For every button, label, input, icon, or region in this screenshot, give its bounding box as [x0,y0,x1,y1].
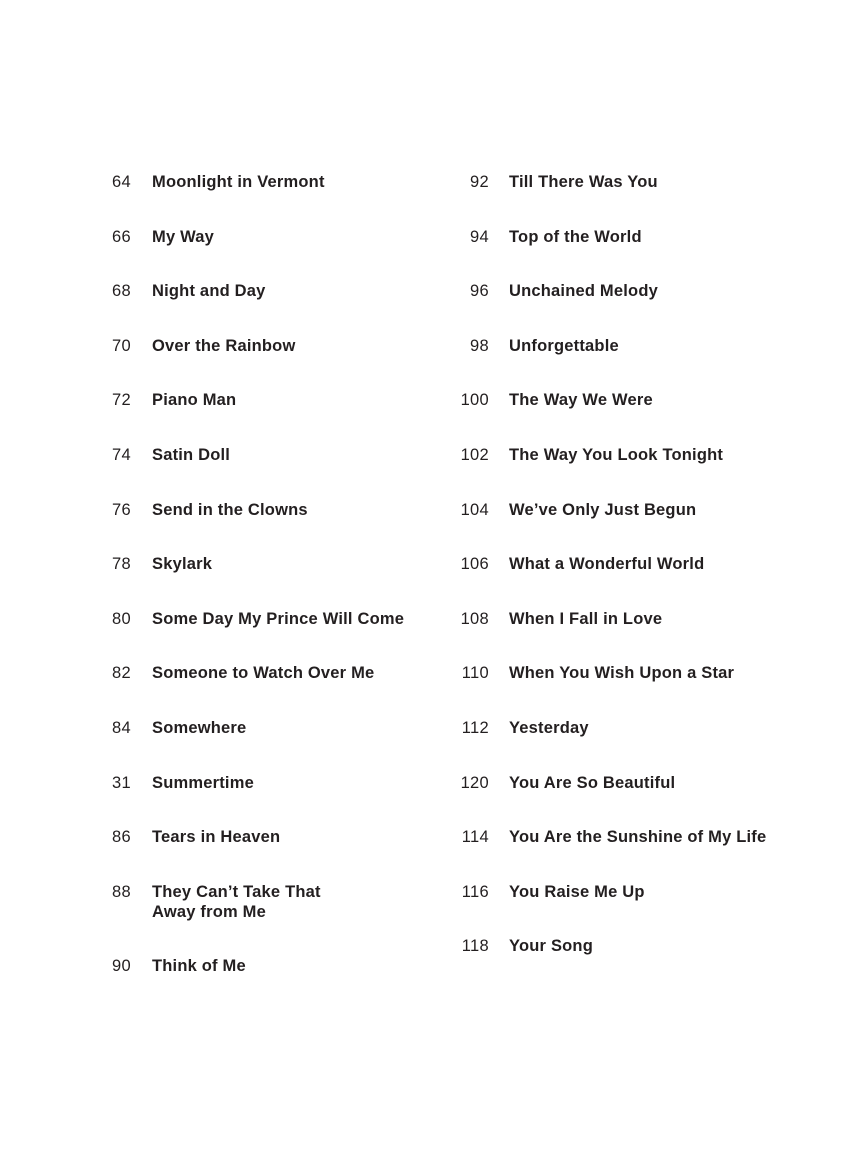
toc-entry [100,390,404,410]
toc-entry [100,956,404,976]
song-title: Yesterday [509,718,589,737]
toc-entry [445,336,766,356]
page-number: 92 [470,173,489,191]
toc-entry [100,554,404,574]
toc-entry [100,500,404,520]
song-title: Think of Me [152,957,246,976]
toc-entry [100,882,404,922]
toc-entry [445,227,766,247]
song-title: Skylark [152,555,213,574]
page-number: 84 [112,718,131,737]
page-number: 114 [461,828,489,847]
page-number: 110 [461,664,489,683]
page-number: 96 [470,282,489,301]
song-title: The Way We Were [509,391,653,410]
song-title: Satin Doll [152,445,231,464]
song-title: Piano Man [152,391,237,410]
song-title: We’ve Only Just Begun [509,500,697,519]
song-title: Over the Rainbow [152,336,296,355]
song-title: You Are the Sunshine of My Life [509,828,767,847]
toc-entry [445,773,766,793]
page-number: 94 [470,227,489,246]
page-number: 31 [112,773,131,792]
toc-entry [100,718,404,738]
page-number: 120 [460,773,489,792]
song-title: Someone to Watch Over Me [152,664,375,683]
toc-entry [445,882,766,902]
page-number: 118 [461,937,489,956]
toc-entry [445,718,766,738]
song-title: Till There Was You [509,173,658,191]
toc-entry [445,390,766,410]
page-number: 80 [112,609,131,628]
page-number: 112 [461,718,489,737]
page-number: 90 [112,957,131,976]
toc-entry [445,663,766,683]
toc-entry [100,172,404,192]
page-number: 64 [112,173,131,191]
page-number: 102 [460,445,489,464]
song-title: The Way You Look Tonight [509,445,724,464]
song-title: Your Song [509,937,593,956]
toc-entry [445,554,766,574]
song-title: Send in the Clowns [152,500,308,519]
song-title: Unforgettable [509,336,619,355]
toc-entry [100,663,404,683]
page-number: 74 [112,445,131,464]
page-number: 72 [112,391,131,410]
page-number: 116 [461,882,489,901]
toc-entry [445,445,766,465]
song-title: Night and Day [152,282,266,301]
toc-entry [445,500,766,520]
song-title: They Can’t Take That Away from Me [152,882,321,921]
song-title: Moonlight in Vermont [152,173,325,191]
contents-right-column [445,172,766,956]
toc-entry [100,445,404,465]
toc-entry [445,936,766,956]
toc-entry [100,827,404,847]
toc-entry [100,609,404,629]
page-number: 68 [112,282,131,301]
song-title: When You Wish Upon a Star [509,664,735,683]
song-title: You Raise Me Up [509,882,645,901]
song-title: You Are So Beautiful [509,773,676,792]
page-number: 78 [112,555,131,574]
song-title: Some Day My Prince Will Come [152,609,405,628]
page-number: 104 [460,500,489,519]
page-number: 70 [112,336,131,355]
toc-entry [445,172,766,192]
toc-entry [445,609,766,629]
song-title: Top of the World [509,227,642,246]
contents-left-column [100,172,404,976]
song-title: Unchained Melody [509,282,658,301]
page-number: 100 [460,391,489,410]
song-title: Summertime [152,773,254,792]
page-number: 86 [112,828,131,847]
toc-entry [100,773,404,793]
toc-entry [445,281,766,301]
page-number: 88 [112,882,131,901]
song-title: Somewhere [152,718,247,737]
page-number: 108 [460,609,489,628]
song-title: When I Fall in Love [509,609,663,628]
page-number: 66 [112,227,131,246]
page-number: 82 [112,664,131,683]
toc-entry [100,336,404,356]
page-number: 76 [112,500,131,519]
toc-entry [445,827,766,847]
song-title: What a Wonderful World [509,555,705,574]
page-number: 106 [460,555,489,574]
toc-entry [100,281,404,301]
song-title: My Way [152,227,215,246]
page-number: 98 [470,336,489,355]
song-title: Tears in Heaven [152,828,281,847]
toc-entry [100,227,404,247]
